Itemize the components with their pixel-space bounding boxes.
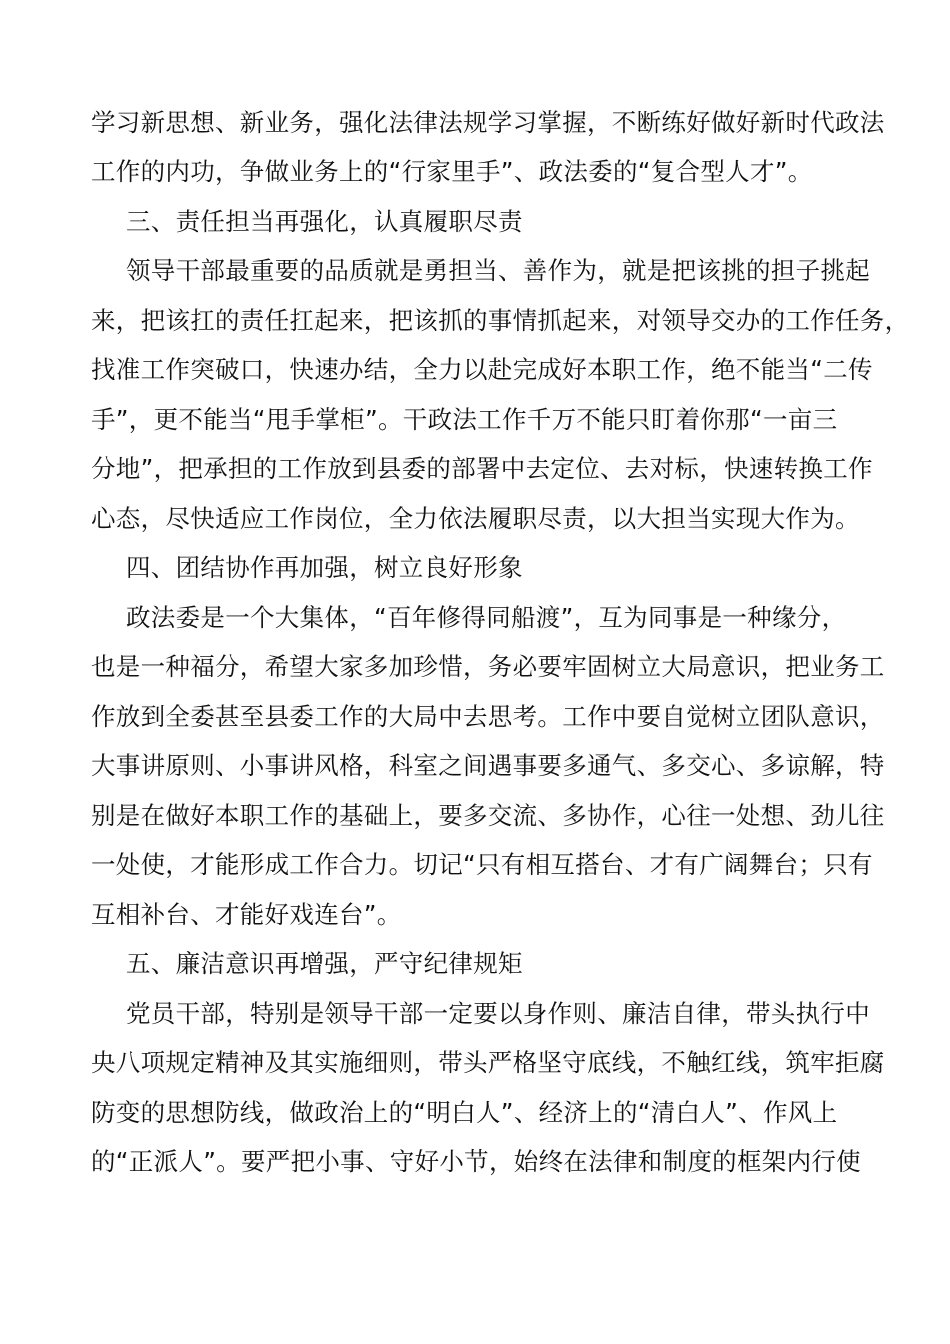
text-line: 分地”，把承担的工作放到县委的部署中去定位、去对标，快速转换工作 [91,454,873,483]
text-line: 来，把该扛的责任扛起来，把该抓的事情抓起来，对领导交办的工作任务， [91,306,910,335]
text-line: 大事讲原则、小事讲风格，科室之间遇事要多通气、多交心、多谅解，特 [91,751,885,780]
text-line: 一处使，才能形成工作合力。切记“只有相互搭台、才有广阔舞台；只有 [91,850,873,879]
section-heading: 三、责任担当再强化，认真履职尽责 [126,207,523,236]
text-line: 的“正派人”。要严把小事、守好小节，始终在法律和制度的框架内行使 [91,1147,861,1176]
section-heading: 四、团结协作再加强，树立良好形象 [126,553,523,582]
text-line: 防变的思想防线，做政治上的“明白人”、经济上的“清白人”、作风上 [91,1098,838,1127]
text-line: 学习新思想、新业务，强化法律法规学习掌握，不断练好做好新时代政法 [91,108,885,137]
text-line: 互相补台、才能好戏连台”。 [91,900,402,929]
text-line: 政法委是一个大集体，“百年修得同船渡”，互为同事是一种缘分， [126,603,847,632]
text-line: 手”，更不能当“甩手掌柜”。干政法工作千万不能只盯着你那“一亩三 [91,405,838,434]
text-line: 也是一种福分，希望大家多加珍惜，务必要牢固树立大局意识，把业务工 [91,652,885,681]
text-line: 心态，尽快适应工作岗位，全力依法履职尽责，以大担当实现大作为。 [91,504,860,533]
section-heading: 五、廉洁意识再增强，严守纪律规矩 [126,949,523,978]
text-line: 找准工作突破口，快速办结，全力以赴完成好本职工作，绝不能当“二传 [91,355,873,384]
text-line: 央八项规定精神及其实施细则，带头严格坚守底线，不触红线，筑牢拒腐 [91,1048,885,1077]
text-line: 作放到全委甚至县委工作的大局中去思考。工作中要自觉树立团队意识， [91,702,885,731]
text-line: 领导干部最重要的品质就是勇担当、善作为，就是把该挑的担子挑起 [126,256,870,285]
text-line: 党员干部，特别是领导干部一定要以身作则、廉洁自律，带头执行中 [126,999,870,1028]
text-line: 工作的内功，争做业务上的“行家里手”、政法委的“复合型人才”。 [91,157,813,186]
text-line: 别是在做好本职工作的基础上，要多交流、多协作，心往一处想、劲儿往 [91,801,885,830]
